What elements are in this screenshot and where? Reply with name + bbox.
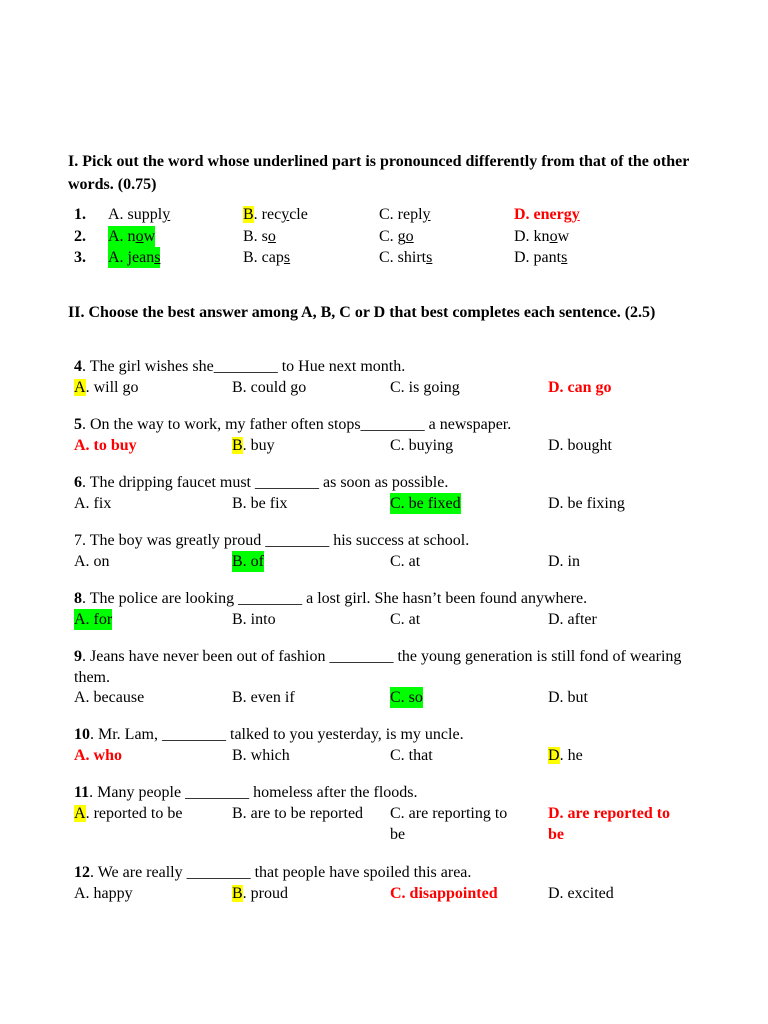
option-a: A. on: [74, 553, 110, 570]
option-b: B. be fix: [232, 495, 288, 512]
option-a: A. for: [74, 611, 113, 628]
option-c: C. reply: [379, 206, 431, 223]
option-a: A. now: [108, 228, 156, 245]
option-a: A. reported to be: [74, 805, 183, 822]
option-d: D. are reported to: [548, 805, 671, 822]
question-10-options: [0, 745, 768, 766]
option-b: B. into: [232, 611, 276, 628]
option-d: D. bought: [548, 437, 612, 454]
question-4-text: 4. The girl wishes she________ to Hue next month.: [74, 358, 406, 375]
question-12-text: 12. We are really ________ that people have spoiled this area.: [74, 864, 472, 881]
option-d: D. he: [548, 747, 583, 764]
option-b: B. proud: [232, 885, 288, 902]
option-c: C. disappointed: [390, 885, 498, 902]
option-b: B. so: [243, 228, 276, 245]
option-c: C. is going: [390, 379, 460, 396]
option-a: A. will go: [74, 379, 139, 396]
option-d: D. energy: [514, 206, 580, 223]
question-number: 2.: [74, 228, 86, 245]
question-4-options: [0, 377, 768, 398]
option-d: D. can go: [548, 379, 612, 396]
option-d: D. but: [548, 689, 588, 706]
question-5-text: 5. On the way to work, my father often stops________ a newspaper.: [74, 416, 512, 433]
section-2-title: II. Choose the best answer among A, B, C or D that best completes each sentence. (2.5): [68, 304, 656, 321]
option-c-continued: be: [390, 826, 406, 843]
option-c: C. at: [390, 611, 421, 628]
question-6-text: 6. The dripping faucet must ________ as soon as possible.: [74, 474, 449, 491]
option-c: C. go: [379, 228, 414, 245]
option-d: D. be fixing: [548, 495, 625, 512]
option-c: C. buying: [390, 437, 454, 454]
option-a: A. to buy: [74, 437, 137, 454]
option-b: B. are to be reported: [232, 805, 364, 822]
option-d: D. pants: [514, 249, 568, 266]
option-c: C. so: [390, 689, 423, 706]
question-8-options: [0, 609, 768, 630]
option-a: A. jeans: [108, 249, 161, 266]
option-c: C. be fixed: [390, 495, 461, 512]
question-1-row: [0, 204, 768, 225]
option-a: A. happy: [74, 885, 133, 902]
option-c: C. at: [390, 553, 421, 570]
question-9-text: 9. Jeans have never been out of fashion ________ the young generation is still fond of wearing them.: [74, 648, 682, 686]
question-5-options: [0, 435, 768, 456]
question-11-options: [0, 803, 768, 824]
option-d: D. in: [548, 553, 580, 570]
option-b: B. of: [232, 553, 264, 570]
option-d-continued: be: [548, 826, 564, 843]
option-b: B. even if: [232, 689, 295, 706]
option-a: A. who: [74, 747, 123, 764]
question-11-text: 11. Many people ________ homeless after the floods.: [74, 784, 418, 801]
question-number: 3.: [74, 249, 86, 266]
option-b: B. which: [232, 747, 290, 764]
question-2-row: [0, 226, 768, 247]
option-b: B. caps: [243, 249, 291, 266]
option-d: D. know: [514, 228, 570, 245]
option-c: C. are reporting to: [390, 805, 508, 822]
question-7-text: 7. The boy was greatly proud ________ his success at school.: [74, 532, 470, 549]
question-7-options: [0, 551, 768, 572]
question-6-options: [0, 493, 768, 514]
section-1-title: I. Pick out the word whose underlined part is pronounced differently from that of the other words. (0.75): [68, 153, 690, 193]
question-9-options: [0, 687, 768, 708]
question-11-options-continued: [0, 824, 768, 845]
option-c: C. shirts: [379, 249, 433, 266]
option-a: A. because: [74, 689, 145, 706]
question-number: 1.: [74, 206, 86, 223]
option-d: D. excited: [548, 885, 614, 902]
question-3-row: [0, 247, 768, 268]
option-c: C. that: [390, 747, 433, 764]
option-a: A. supply: [108, 206, 171, 223]
option-b: B. could go: [232, 379, 307, 396]
option-d: D. after: [548, 611, 597, 628]
question-10-text: 10. Mr. Lam, ________ talked to you yesterday, is my uncle.: [74, 726, 464, 743]
option-b: B. buy: [232, 437, 275, 454]
option-b: B. recycle: [243, 206, 308, 223]
question-12-options: [0, 883, 768, 904]
option-a: A. fix: [74, 495, 112, 512]
question-8-text: 8. The police are looking ________ a lost girl. She hasn’t been found anywhere.: [74, 590, 588, 607]
